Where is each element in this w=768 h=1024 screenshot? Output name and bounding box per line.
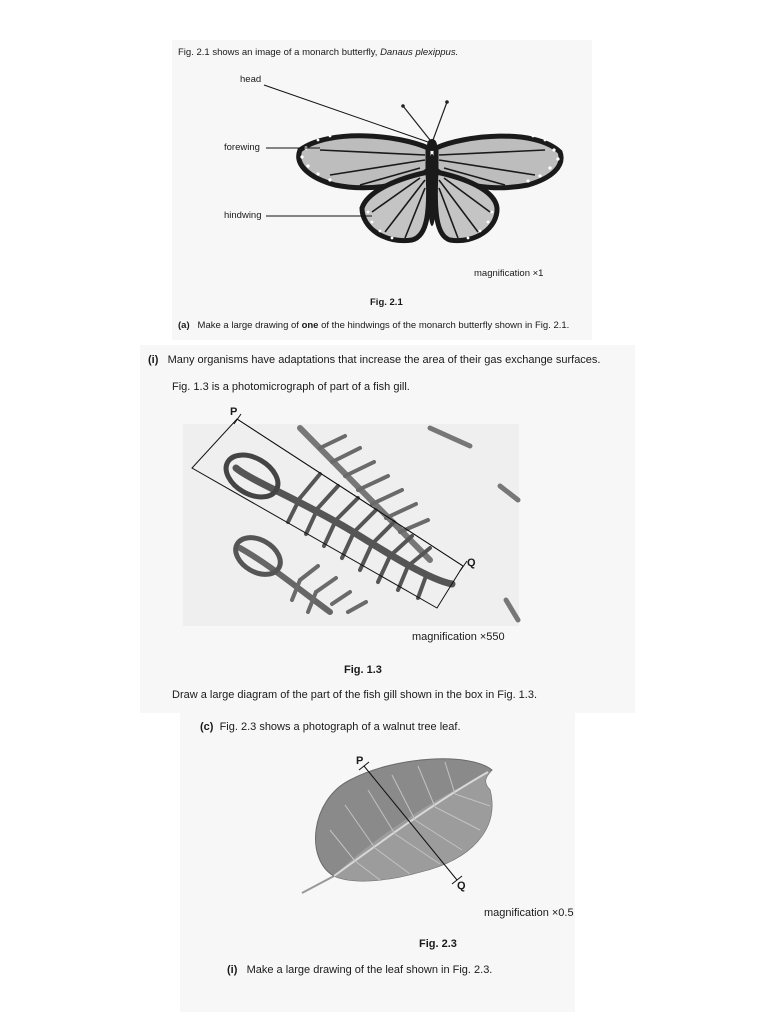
gill-point-q: Q xyxy=(467,557,476,569)
question-i-marker: (i) xyxy=(148,354,159,366)
question-a-marker: (a) xyxy=(178,320,190,331)
fig-1-3-intro: Fig. 1.3 is a photomicrograph of part of a fish gill. xyxy=(172,381,410,393)
gill-magnification: magnification ×550 xyxy=(412,631,505,643)
species-name: Danaus plexippus. xyxy=(380,47,459,58)
fig-2-1-caption: Fig. 2.1 xyxy=(370,297,403,308)
question-a-suffix: of the hindwings of the monarch butterfly shown in Fig. 2.1. xyxy=(318,320,570,331)
leaf-magnification: magnification ×0.5 xyxy=(484,907,574,919)
gill-point-p: P xyxy=(230,406,238,418)
fig-1-3-caption: Fig. 1.3 xyxy=(344,664,382,676)
question-a-prefix: Make a large drawing of xyxy=(197,320,302,331)
leaf-image xyxy=(302,759,492,893)
question-c-marker: (c) xyxy=(200,721,214,733)
question-a-emphasis: one xyxy=(301,320,319,331)
question-c-text: Fig. 2.3 shows a photograph of a walnut tree leaf. xyxy=(219,721,461,733)
leaf-point-p: P xyxy=(356,755,364,767)
butterfly-magnification: magnification ×1 xyxy=(474,268,544,279)
fig-2-1-intro-text: Fig. 2.1 shows an image of a monarch butterfly, xyxy=(178,47,381,58)
leaf-instruction-text: Make a large drawing of the leaf shown in Fig. 2.3. xyxy=(246,964,493,976)
head-label: head xyxy=(240,74,262,85)
question-i-text: Many organisms have adaptations that increase the area of their gas exchange surfaces. xyxy=(167,354,601,366)
leaf-point-q: Q xyxy=(457,880,466,892)
fig-2-3-caption: Fig. 2.3 xyxy=(419,938,457,950)
hindwing-label: hindwing xyxy=(224,210,262,221)
leaf-instruction xyxy=(227,964,492,976)
forewing-label: forewing xyxy=(224,142,260,153)
gill-instruction: Draw a large diagram of the part of the fish gill shown in the box in Fig. 1.3. xyxy=(172,689,538,701)
leaf-instruction-marker: (i) xyxy=(227,964,238,976)
